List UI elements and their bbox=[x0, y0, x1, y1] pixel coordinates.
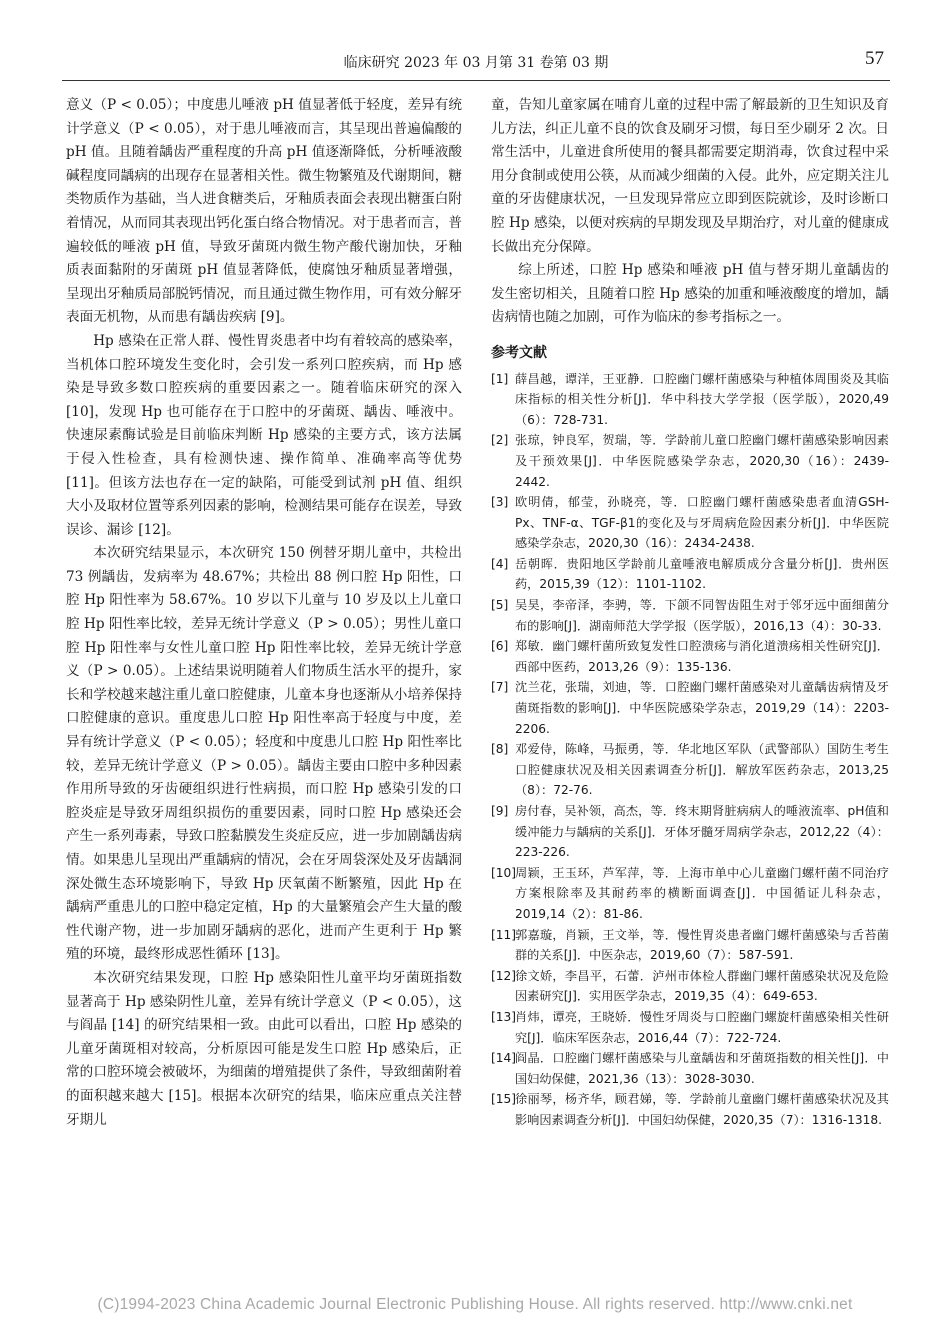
reference-text: 肖炜，谭亮，王晓娇．慢性牙周炎与口腔幽门螺旋杆菌感染相关性研究[J]．临床军医杂志，2016,44（7）：722-724. bbox=[515, 1009, 889, 1045]
body-paragraph: Hp 感染在正常人群、慢性胃炎患者中均有着较高的感染率，当机体口腔环境发生变化时，会引发一系列口腔疾病，而 Hp 感染是导致多数口腔疾病的重要因素之一。随着临床研究的深入 [10]，发现 Hp 也可能存在于口腔中的牙菌斑、龋齿、唾液中。快速尿素酶试验是目前临床判断 Hp 感染的主要方式，该方法属于侵入性检查，具有检测快速、操作简单、准确率高等优势 [11]。但该方法也存在一定的缺陷，可能受到试剂 pH 值、组织大小及取材位置等系列因素的影响，检测结果可能存在误差，导致误诊、漏诊 [12]。 bbox=[66, 332, 462, 538]
reference-number: [1] bbox=[491, 371, 509, 386]
reference-number: [10] bbox=[491, 865, 517, 880]
reference-number: [5] bbox=[491, 598, 509, 613]
reference-text: 徐丽琴，杨齐华，顾君娣，等．学龄前儿童幽门螺杆菌感染状况及其影响因素调查分析[J]．中国妇幼保健，2020,35（7）：1316-1318. bbox=[515, 1092, 889, 1127]
reference-number: [2] bbox=[491, 433, 509, 448]
reference-item bbox=[491, 595, 889, 636]
reference-number: [8] bbox=[491, 742, 509, 757]
reference-text: 沈兰花，张瑞，刘迪，等．口腔幽门螺杆菌感染对儿童龋齿病情及牙菌斑指数的影响[J]．中华医院感染学杂志，2019,29（14）：2203-2206. bbox=[515, 680, 889, 736]
reference-text: 岳朝晖．贵阳地区学龄前儿童唾液电解质成分含量分析[J]．贵州医药，2015,39（12）：1101-1102. bbox=[515, 556, 889, 592]
reference-text: 欧明倩，郁莹，孙晓亮，等．口腔幽门螺杆菌感染患者血清GSH-Px、TNF-α、TGF-β1的变化及与牙周病危险因素分析[J]．中华医院感染学杂志，2020,30（16）：2434-2438. bbox=[515, 495, 889, 551]
reference-number: [7] bbox=[491, 680, 509, 695]
reference-item bbox=[491, 801, 889, 863]
reference-text: 徐文娇，李昌平，石蕾．泸州市体检人群幽门螺杆菌感染状况及危险因素研究[J]．实用医学杂志，2019,35（4）：649-653. bbox=[515, 968, 889, 1004]
reference-number: [11] bbox=[491, 927, 517, 942]
reference-text: 张琼，钟良军，贺瑞，等．学龄前儿童口腔幽门螺杆菌感染影响因素及干预效果[J]．中华医院感染学杂志，2020,30（16）：2439-2442. bbox=[515, 433, 889, 489]
reference-item bbox=[491, 554, 889, 595]
reference-number: [9] bbox=[491, 804, 509, 818]
reference-item bbox=[491, 925, 889, 966]
reference-item bbox=[491, 430, 889, 492]
right-column bbox=[491, 94, 889, 1131]
reference-item bbox=[491, 1007, 889, 1048]
running-header bbox=[62, 44, 890, 81]
body-paragraph: 本次研究结果发现，口腔 Hp 感染阳性儿童平均牙菌斑指数显著高于 Hp 感染阴性儿童，差异有统计学意义（P < 0.05），这与阎晶 [14] 的研究结果相一致。由此可以看出，口腔 Hp 感染的儿童牙菌斑相对较高，分析原因可能是发生口腔 Hp 感染后，正常的口腔环境会被破坏，为细菌的增殖提供了条件，导致细菌附着的面积越来越大 [15]。根据本次研究的结果，临床应重点关注替牙期儿 bbox=[66, 969, 462, 1128]
reference-text: 房付春，吴补领，高杰，等．终末期肾脏病病人的唾液流率、pH值和缓冲能力与龋病的关系[J]．牙体牙髓牙周病学杂志，2012,22（4）：223-226. bbox=[515, 804, 889, 860]
reference-text: 薛昌越，谭洋，王亚静．口腔幽门螺杆菌感染与种植体周围炎及其临床指标的相关性分析[J]．华中科技大学学报（医学版），2020,49（6）：728-731. bbox=[515, 371, 889, 427]
reference-item bbox=[491, 1089, 889, 1130]
reference-item bbox=[491, 636, 889, 677]
references-list bbox=[491, 369, 889, 1131]
reference-text: 郑敏．幽门螺杆菌所致复发性口腔溃疡与消化道溃疡相关性研究[J]．西部中医药，2013,26（9）：135-136. bbox=[515, 639, 889, 674]
reference-text: 郭嘉璇，肖颖，王文举，等．慢性胃炎患者幽门螺杆菌感染与舌苔菌群的关系[J]．中医杂志，2019,60（7）：587-591. bbox=[515, 927, 889, 963]
reference-item bbox=[491, 1048, 889, 1089]
body-paragraph: 综上所述，口腔 Hp 感染和唾液 pH 值与替牙期儿童龋齿的发生密切相关，且随着口腔 Hp 感染的加重和唾液酸度的增加，龋齿病情也随之加剧，可作为临床的参考指标之一。 bbox=[491, 262, 889, 326]
left-column bbox=[66, 94, 462, 1132]
reference-number: [6] bbox=[491, 639, 509, 654]
reference-number: [14] bbox=[491, 1051, 517, 1066]
reference-number: [15] bbox=[491, 1092, 517, 1107]
page-number: 57 bbox=[865, 48, 884, 69]
reference-item bbox=[491, 677, 889, 739]
reference-text: 吴昊，李帝泽，李骋，等．下颌不同智齿阻生对于邻牙远中面细菌分布的影响[J]．湖南师范大学学报（医学版），2016,13（4）：30-33. bbox=[515, 598, 889, 633]
reference-item bbox=[491, 492, 889, 554]
body-paragraph: 本次研究结果显示，本次研究 150 例替牙期儿童中，共检出 73 例龋齿，发病率为 48.67%；共检出 88 例口腔 Hp 阳性，口腔 Hp 阳性率为 58.67%。10 岁以下儿童与 10 岁及以上儿童口腔 Hp 阳性率比较，差异无统计学意义（P > 0.05）；男性儿童口腔 Hp 阳性率与女性儿童口腔 Hp 阳性率比较，差异无统计学意义（P > 0.05）。上述结果说明随着人们物质生活水平的提升，家长和学校越来越注重儿童口腔健康，儿童本身也逐渐从小培养保持口腔健康的意识。重度患儿口腔 Hp 阳性率高于轻度与中度，差异有统计学意义（P < 0.05）；轻度和中度患儿口腔 Hp 阳性率比较，差异无统计学意义（P > 0.05）。龋齿主要由口腔中多种因素作用所导致的牙齿硬组织进行性病损，而口腔 Hp 感染引发的口腔炎症是导致牙周组织损伤的重要因素，同时口腔 Hp 感染还会产生一系列毒素，导致口腔黏膜发生炎症反应，进一步加剧龋齿病情。如果患儿呈现出严重龋病的情况，会在牙周袋深处及牙齿龋洞深处微生态环境影响下，导致 Hp 厌氧菌不断繁殖，因此 Hp 在龋病严重患儿的口腔中稳定定植，Hp 的大量繁殖会产生大量的酸性代谢产物，进一步加剧牙龋病的恶化，进而产生更利于 Hp 繁殖的环境，最终形成恶性循环 [13]。 bbox=[66, 545, 462, 963]
reference-number: [4] bbox=[491, 556, 509, 571]
body-paragraph: 意义（P < 0.05）；中度患儿唾液 pH 值显著低于轻度，差异有统计学意义（P < 0.05），对于患儿唾液而言，其呈现出普遍偏酸的 pH 值。且随着龋齿严重程度的升高 pH 值逐渐降低，分析唾液酸碱程度同龋病的出现存在显著相关性。微生物繁殖及代谢期间，糖类物质作为基础，当人进食糖类后，牙釉质表面会表现出糖蛋白附着情况，从而同其表现出钙化蛋白络合物情况。对于患者而言，普遍较低的唾液 pH 值，导致牙菌斑内微生物产酸代谢加快，牙釉质表面黏附的牙菌斑 pH 值显著降低，使腐蚀牙釉质显著增强，呈现出牙釉质局部脱钙情况，而且通过微生物作用，可有效分解牙表面无机物，从而患有龋齿疾病 [9]。 bbox=[66, 97, 462, 326]
reference-item bbox=[491, 863, 889, 925]
reference-number: [12] bbox=[491, 968, 517, 983]
reference-text: 阎晶．口腔幽门螺杆菌感染与儿童龋齿和牙菌斑指数的相关性[J]．中国妇幼保健，2021,36（13）：3028-3030. bbox=[515, 1051, 889, 1086]
reference-text: 周颖，王玉环，芦军萍，等．上海市单中心儿童幽门螺杆菌不同治疗方案根除率及其耐药率的横断面调查[J]．中国循证儿科杂志，2019,14（2）：81-86. bbox=[515, 865, 889, 921]
reference-number: [13] bbox=[491, 1009, 517, 1024]
references-heading: 参考文献 bbox=[491, 344, 547, 361]
reference-number: [3] bbox=[491, 495, 509, 510]
reference-item bbox=[491, 966, 889, 1007]
reference-text: 邓爱侍，陈峰，马振勇，等．华北地区军队（武警部队）国防生考生口腔健康状况及相关因素调查分析[J]．解放军医药杂志，2013,25（8）：72-76. bbox=[515, 742, 889, 798]
copyright-footer: (C)1994-2023 China Academic Journal Electronic Publishing House. All rights reserved. http://www.cnki.net bbox=[97, 1296, 853, 1313]
journal-issue-title: 临床研究 2023 年 03 月第 31 卷第 03 期 bbox=[343, 55, 609, 71]
reference-item bbox=[491, 369, 889, 431]
body-paragraph: 童，告知儿童家属在哺育儿童的过程中需了解最新的卫生知识及育儿方法，纠正儿童不良的饮食及刷牙习惯，每日至少刷牙 2 次。日常生活中，儿童进食所使用的餐具都需要定期消毒，饮食过程中采用分食制或使用公筷，从而减少细菌的入侵。此外，应定期关注儿童的牙齿健康状况，一旦发现异常应立即到医院就诊，及时诊断口腔 Hp 感染，以便对疾病的早期发现及早期治疗，对儿童的健康成长做出充分保障。 bbox=[491, 97, 889, 255]
reference-item bbox=[491, 739, 889, 801]
